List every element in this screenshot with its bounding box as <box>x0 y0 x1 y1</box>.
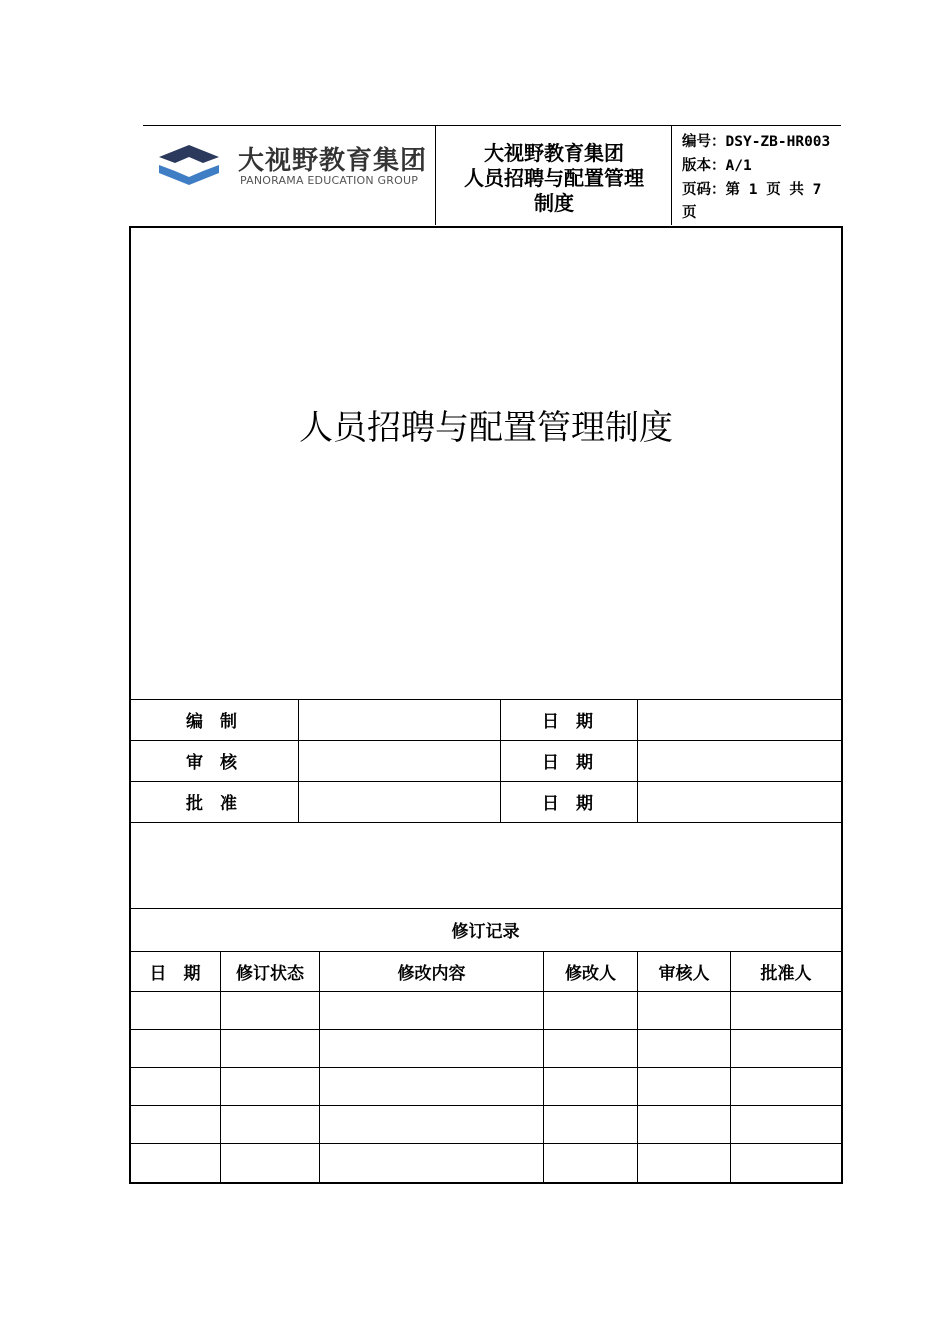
document-version: 版本：A/1 <box>682 158 752 174</box>
approval-date-label: 日 期 <box>542 753 593 773</box>
revision-title: 修订记录 <box>451 922 520 942</box>
revision-line-title <box>129 951 842 952</box>
revision-col-2 <box>319 951 320 1182</box>
revision-line-r2 <box>129 1067 842 1068</box>
page-number-suffix: 页 <box>682 205 697 221</box>
revision-col-3 <box>543 951 544 1182</box>
revision-col-4 <box>637 951 638 1182</box>
header-title-line-3: 制度 <box>534 191 574 215</box>
header-top-border <box>143 125 841 126</box>
approval-col-2 <box>500 699 501 822</box>
revision-line-r3 <box>129 1105 842 1106</box>
approval-line-1 <box>129 740 842 741</box>
frame-bottom <box>129 1182 843 1184</box>
approval-line-bottom <box>129 822 842 823</box>
revision-line-header <box>129 991 842 992</box>
document-title: 人员招聘与配置管理制度 <box>299 408 673 448</box>
approval-line-2 <box>129 781 842 782</box>
approval-label-prepared: 编 制 <box>186 712 237 732</box>
logo-name-en: PANORAMA EDUCATION GROUP <box>240 174 419 187</box>
revision-line-r1 <box>129 1029 842 1030</box>
revision-col-status: 修订状态 <box>236 964 304 984</box>
approval-date-label: 日 期 <box>542 794 593 814</box>
revision-col-1 <box>220 951 221 1182</box>
frame-right <box>841 226 843 1184</box>
revision-col-reviewer: 审核人 <box>658 964 710 984</box>
document-code: 编号：DSY-ZB-HR003 <box>682 134 831 150</box>
revision-line-r4 <box>129 1143 842 1144</box>
header-divider-2 <box>671 125 672 225</box>
approval-line-top <box>129 699 842 700</box>
frame-top <box>129 226 843 228</box>
page-number: 页码：第 1 页 共 7 <box>682 182 822 198</box>
logo-name-cn: 大视野教育集团 <box>238 146 428 176</box>
revision-col-5 <box>730 951 731 1182</box>
company-logo-icon <box>157 143 221 187</box>
frame-left <box>129 226 131 1184</box>
approval-label-approved: 批 准 <box>186 794 237 814</box>
header-title-line-2: 人员招聘与配置管理 <box>464 166 644 190</box>
approval-col-3 <box>637 699 638 822</box>
approval-label-reviewed: 审 核 <box>186 753 237 773</box>
header-divider-1 <box>435 125 436 225</box>
revision-col-modifier: 修改人 <box>565 964 616 984</box>
approval-date-label: 日 期 <box>542 712 593 732</box>
header-title-line-1: 大视野教育集团 <box>484 141 624 165</box>
revision-col-date: 日 期 <box>149 964 201 984</box>
revision-line-top <box>129 908 842 909</box>
revision-col-approver: 批准人 <box>760 964 812 984</box>
approval-col-1 <box>298 699 299 822</box>
revision-col-content: 修改内容 <box>397 964 466 984</box>
